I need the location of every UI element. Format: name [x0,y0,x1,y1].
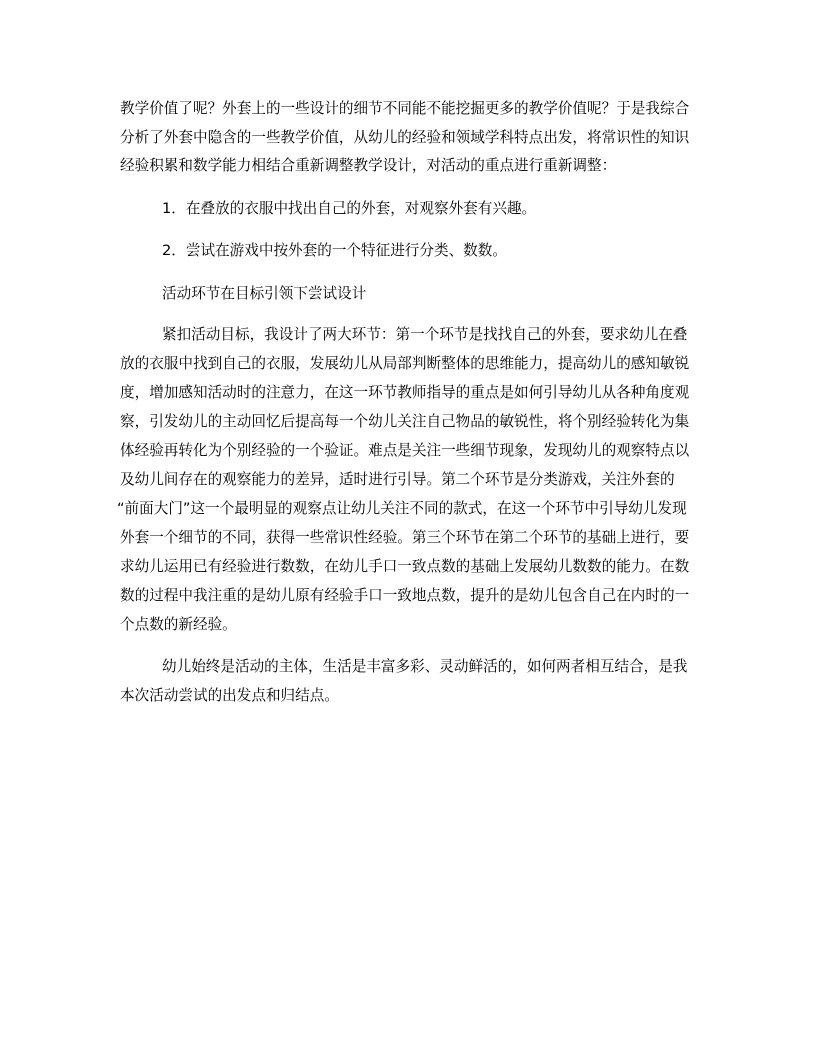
paragraph-6-line-1: 幼儿始终是活动的主体，生活是丰富多彩、灵动鲜活的，如何两者相互结合，是我 [162,658,688,675]
paragraph-5-line-8: 外套一个细节的不同，获得一些常识性经验。第三个环节在第二个环节的基础上进行，要 [120,529,690,546]
paragraph-5-line-7: “前面大门”这一个最明显的观察点让幼儿关注不同的款式，在这一个环节中引导幼儿发现 [117,500,687,517]
paragraph-6-line-2: 本次活动尝试的出发点和归结点。 [120,687,339,704]
section-heading: 活动环节在目标引领下尝试设计 [162,285,367,302]
paragraph-1-line-2: 分析了外套中隐含的一些教学价值，从幼儿的经验和领域学科特点出发，将常识性的知识 [120,129,690,146]
paragraph-1-line-3: 经验积累和数学能力相结合重新调整教学设计，对活动的重点进行重新调整： [120,157,617,174]
paragraph-5-line-6: 及幼儿间存在的观察能力的差异，适时进行引导。第二个环节是分类游戏，关注外套的 [120,471,675,488]
paragraph-5-line-3: 度，增加感知活动时的注意力，在这一环节教师指导的重点是如何引导幼儿从各种角度观 [120,384,690,401]
paragraph-5-line-5: 体经验再转化为个别经验的一个验证。难点是关注一些细节现象，发现幼儿的观察特点以 [120,442,690,459]
paragraph-5-line-10: 数的过程中我注重的是幼儿原有经验手口一致地点数，提升的是幼儿包含自己在内时的一 [120,587,690,604]
paragraph-5-line-11: 个点数的新经验。 [120,616,237,633]
paragraph-5-line-4: 察，引发幼儿的主动回忆后提高每一个幼儿关注自己物品的敏锐性，将个别经验转化为集 [120,413,690,430]
paragraph-5-line-2: 放的衣服中找到自己的衣服，发展幼儿从局部判断整体的思维能力，提高幼儿的感知敏锐 [120,355,690,372]
paragraph-5-line-1: 紧扣活动目标，我设计了两大环节：第一个环节是找找自己的外套，要求幼儿在叠 [162,326,688,343]
list-item-2: 2．尝试在游戏中按外套的一个特征进行分类、数数。 [162,242,507,259]
paragraph-1-line-1: 教学价值了呢？外套上的一些设计的细节不同能不能挖掘更多的教学价值呢？于是我综合 [120,100,690,117]
paragraph-5-line-9: 求幼儿运用已有经验进行数数，在幼儿手口一致点数的基础上发展幼儿数数的能力。在数 [120,558,690,575]
list-item-1: 1．在叠放的衣服中找出自己的外套，对观察外套有兴趣。 [162,200,537,217]
